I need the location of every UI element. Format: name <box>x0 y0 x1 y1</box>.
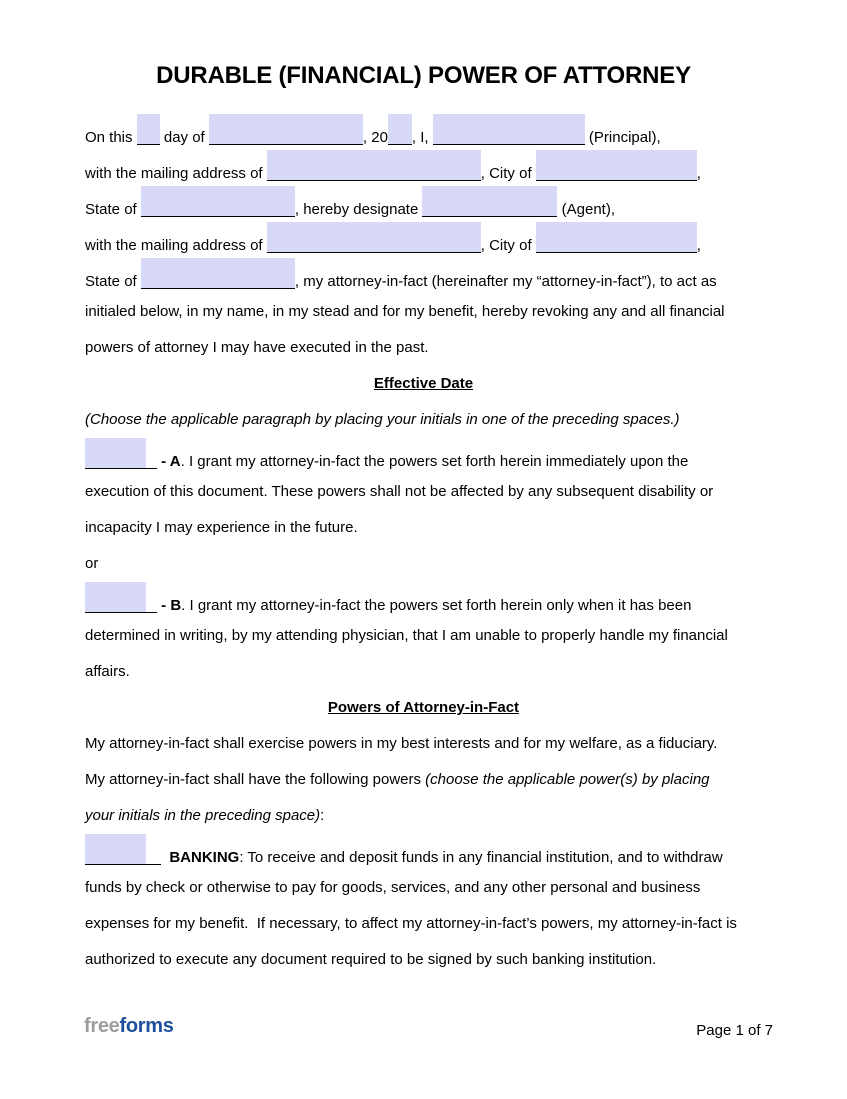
logo-free-text: free <box>84 1015 120 1037</box>
text-line <box>85 582 762 618</box>
text-line <box>85 186 762 222</box>
field-initials-a[interactable] <box>85 438 157 469</box>
field-agent-city[interactable] <box>536 222 697 253</box>
text-line <box>85 150 762 186</box>
page-indicator: Page 1 of 7 <box>696 1022 773 1039</box>
text-line <box>85 546 762 582</box>
text-segment: , hereby designate <box>294 201 423 218</box>
text-segment: (choose the applicable power(s) by placing <box>425 771 710 788</box>
field-principal-city[interactable] <box>536 150 697 181</box>
field-agent-name[interactable] <box>422 186 557 217</box>
text-line <box>85 438 762 474</box>
text-segment: day of <box>159 129 209 146</box>
text-segment: funds by check or otherwise to pay for goods, services, and any other personal and business <box>85 879 701 896</box>
text-segment: (Agent), <box>557 201 615 218</box>
text-line <box>85 474 762 510</box>
text-line <box>85 726 762 762</box>
text-segment: : To receive and deposit funds in any financial institution, and to withdraw <box>239 849 723 866</box>
text-segment: On this <box>85 129 137 146</box>
text-segment: : <box>320 807 325 824</box>
field-month[interactable] <box>209 114 363 145</box>
text-line <box>85 222 762 258</box>
text-segment: BANKING <box>169 849 240 866</box>
document-title: DURABLE (FINANCIAL) POWER OF ATTORNEY <box>156 62 691 89</box>
document-body <box>85 114 762 978</box>
text-line <box>85 618 762 654</box>
text-line <box>85 834 762 870</box>
section-heading-text: Powers of Attorney-in-Fact <box>327 699 520 716</box>
text-segment: My attorney-in-fact shall have the following powers <box>85 771 426 788</box>
text-line <box>85 294 762 330</box>
text-segment: authorized to execute any document required to be signed by such banking institution. <box>85 951 657 968</box>
text-segment: My attorney-in-fact shall exercise powers in my best interests and for my welfare, as a fiduciary. <box>85 735 718 752</box>
text-segment: - A <box>161 453 181 470</box>
field-principal-name[interactable] <box>433 114 585 145</box>
text-segment: , my attorney-in-fact (hereinafter my “attorney-in-fact”), to act as <box>294 273 717 290</box>
field-principal-state[interactable] <box>141 186 295 217</box>
text-segment: execution of this document. These powers shall not be affected by any subsequent disability or <box>85 483 714 500</box>
text-segment: determined in writing, by my attending physician, that I am unable to properly handle my financial <box>85 627 728 644</box>
field-principal-address[interactable] <box>267 150 481 181</box>
section-heading <box>85 366 762 402</box>
text-line <box>85 654 762 690</box>
text-line <box>85 114 762 150</box>
logo-forms-text: forms <box>119 1015 174 1037</box>
field-year[interactable] <box>388 114 412 145</box>
text-segment: , <box>696 237 701 254</box>
field-initials-b[interactable] <box>85 582 157 613</box>
text-segment: State of <box>85 201 141 218</box>
text-segment: , I, <box>411 129 433 146</box>
text-segment: powers of attorney I may have executed in the past. <box>85 339 429 356</box>
text-segment: , City of <box>480 237 536 254</box>
text-segment: your initials in the preceding space) <box>85 807 321 824</box>
field-agent-state[interactable] <box>141 258 295 289</box>
text-segment: expenses for my benefit. If necessary, to affect my attorney-in-fact’s powers, my attorney-in-fact is <box>85 915 737 932</box>
text-segment: , City of <box>480 165 536 182</box>
text-segment: - B <box>161 597 182 614</box>
text-segment: (Principal), <box>584 129 661 146</box>
text-line <box>85 942 762 978</box>
text-segment: initialed below, in my name, in my stead and for my benefit, hereby revoking any and all financial <box>85 303 725 320</box>
text-segment: State of <box>85 273 141 290</box>
text-segment: with the mailing address of <box>85 165 267 182</box>
text-segment: . I grant my attorney-in-fact the powers set forth herein immediately upon the <box>180 453 689 470</box>
text-segment: affairs. <box>85 663 130 680</box>
text-segment: . I grant my attorney-in-fact the powers set forth herein only when it has been <box>181 597 692 614</box>
text-line <box>85 798 762 834</box>
text-line <box>85 330 762 366</box>
text-segment: , 20 <box>362 129 388 146</box>
text-line <box>85 906 762 942</box>
text-line <box>85 870 762 906</box>
text-segment: , <box>696 165 701 182</box>
section-heading-text: Effective Date <box>373 375 474 392</box>
field-day[interactable] <box>137 114 160 145</box>
text-segment: with the mailing address of <box>85 237 267 254</box>
text-line <box>85 762 762 798</box>
field-initials-banking[interactable] <box>85 834 161 865</box>
field-agent-address[interactable] <box>267 222 481 253</box>
text-line <box>85 402 762 438</box>
section-heading <box>85 690 762 726</box>
text-line <box>85 258 762 294</box>
text-line <box>85 510 762 546</box>
text-segment: incapacity I may experience in the future. <box>85 519 358 536</box>
freeforms-logo <box>84 1013 174 1039</box>
text-segment: (Choose the applicable paragraph by placing your initials in one of the preceding spaces.) <box>85 411 680 428</box>
text-segment: or <box>85 555 99 572</box>
